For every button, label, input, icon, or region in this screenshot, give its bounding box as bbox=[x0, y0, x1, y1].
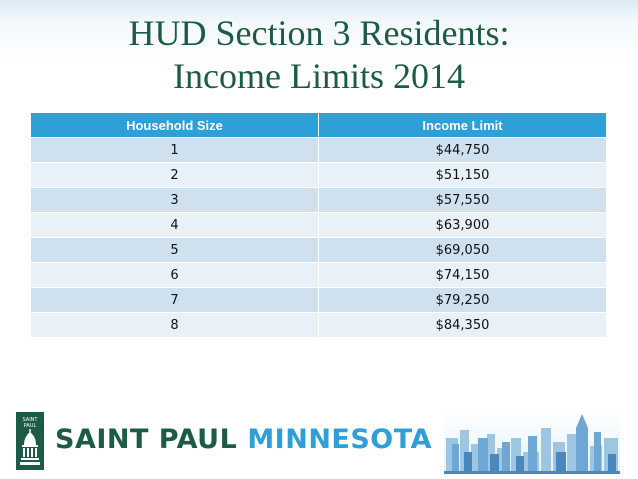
household-size-cell: 5 bbox=[31, 238, 319, 263]
table-row bbox=[31, 263, 606, 288]
title-line-1: HUD Section 3 Residents: bbox=[128, 13, 510, 53]
table-row bbox=[31, 188, 606, 213]
table-row bbox=[31, 313, 606, 338]
income-limits-table bbox=[31, 113, 606, 337]
saint-paul-seal-icon bbox=[16, 412, 44, 470]
city-skyline-icon bbox=[444, 408, 620, 474]
table-header-row bbox=[31, 113, 606, 138]
income-limit-cell: $69,050 bbox=[319, 238, 607, 263]
household-size-cell: 6 bbox=[31, 263, 319, 288]
header-income-limit: Income Limit bbox=[319, 113, 607, 138]
slide-title bbox=[0, 12, 638, 98]
saint-paul-minnesota-wordmark bbox=[55, 424, 432, 455]
household-size-cell: 4 bbox=[31, 213, 319, 238]
income-limit-cell: $84,350 bbox=[319, 313, 607, 338]
table-row bbox=[31, 238, 606, 263]
svg-text:SAINT: SAINT bbox=[22, 417, 38, 423]
title-line-2: Income Limits 2014 bbox=[173, 56, 465, 96]
household-size-cell: 8 bbox=[31, 313, 319, 338]
header-household-size: Household Size bbox=[31, 113, 319, 138]
household-size-cell: 1 bbox=[31, 138, 319, 163]
svg-text:PAUL: PAUL bbox=[23, 423, 37, 429]
brand-city: SAINT PAUL bbox=[55, 424, 238, 455]
household-size-cell: 2 bbox=[31, 163, 319, 188]
table-row bbox=[31, 138, 606, 163]
income-limit-cell: $44,750 bbox=[319, 138, 607, 163]
income-limit-cell: $74,150 bbox=[319, 263, 607, 288]
income-limit-cell: $51,150 bbox=[319, 163, 607, 188]
table-row bbox=[31, 163, 606, 188]
table-row bbox=[31, 213, 606, 238]
table-row bbox=[31, 288, 606, 313]
brand-state: MINNESOTA bbox=[247, 424, 432, 455]
household-size-cell: 7 bbox=[31, 288, 319, 313]
income-limit-cell: $57,550 bbox=[319, 188, 607, 213]
income-limit-cell: $63,900 bbox=[319, 213, 607, 238]
income-limit-cell: $79,250 bbox=[319, 288, 607, 313]
household-size-cell: 3 bbox=[31, 188, 319, 213]
